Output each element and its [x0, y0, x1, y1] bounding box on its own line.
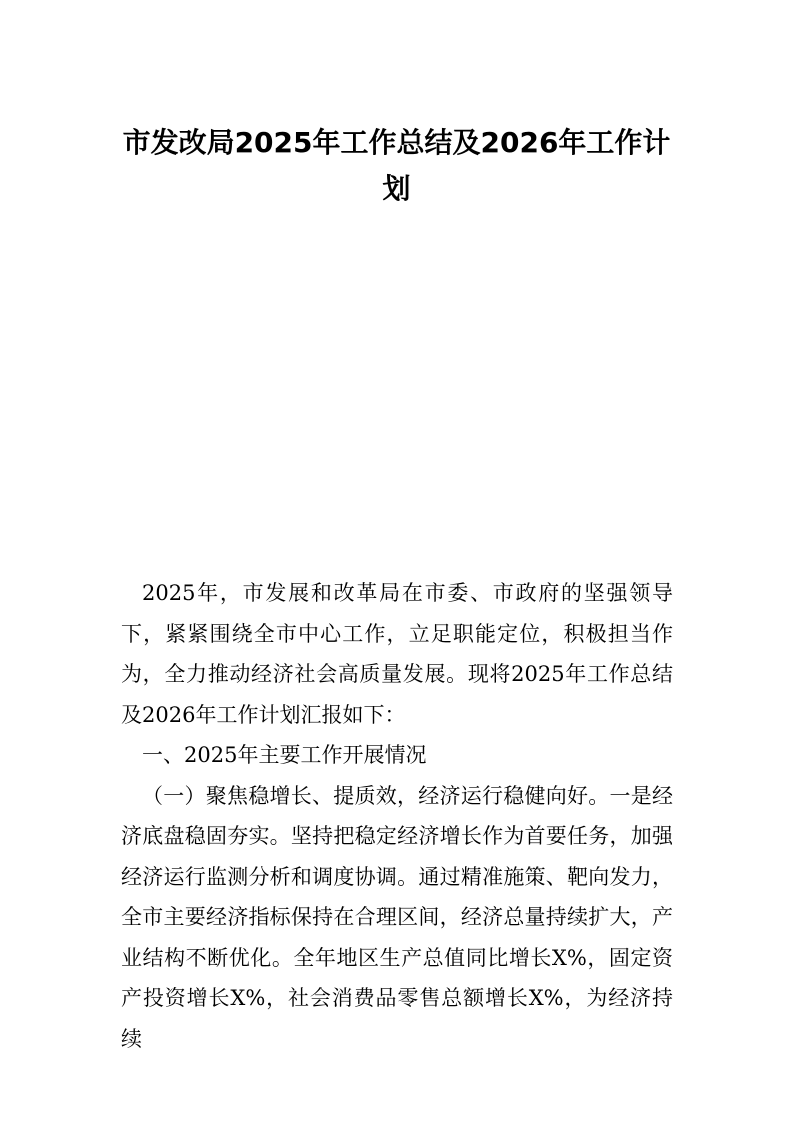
paragraph-section-1: （一）聚焦稳增长、提质效，经济运行稳健向好。一是经济底盘稳固夯实。坚持把稳定经济增长作为首要任务，加强经济运行监测分析和调度协调。通过精准施策、靶向发力，全市主要经济指标保持在合理区间，经济总量持续扩大，产业结构不断优化。全年地区生产总值同比增长X%，固定资产投资增长X%，社会消费品零售总额增长X%，为经济持续	[121, 783, 673, 1051]
paragraph-intro: 2025年，市发展和改革局在市委、市政府的坚强领导下，紧紧围绕全市中心工作，立足职能定位，积极担当作为，全力推动经济社会高质量发展。现将2025年工作总结及2026年工作计划汇报如下：	[121, 581, 673, 727]
document-body	[121, 573, 673, 1059]
section-heading: 一、2025年主要工作开展情况	[142, 743, 427, 767]
document-title: 市发改局2025年工作总结及2026年工作计划	[122, 126, 671, 205]
